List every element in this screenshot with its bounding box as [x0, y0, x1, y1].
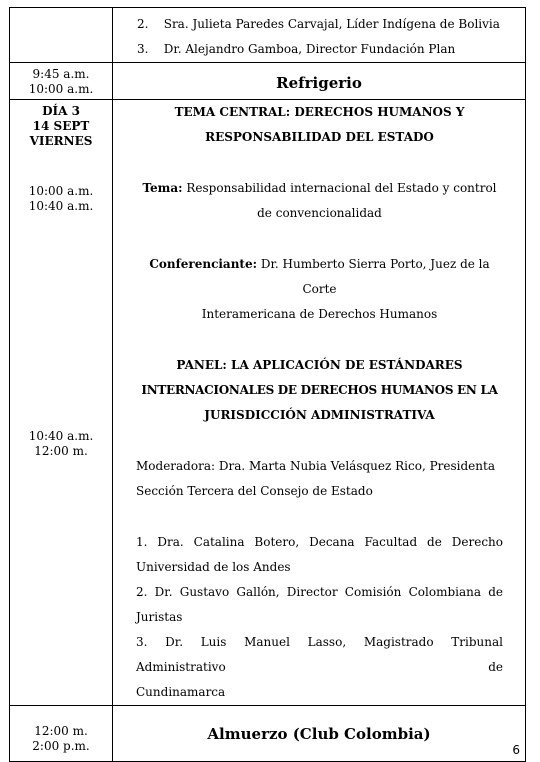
list-item-text: Sra. Julieta Paredes Carvajal, Líder Indígena de Bolivia — [163, 17, 500, 31]
time-end: 10:40 a.m. — [28, 199, 94, 213]
list-item: 1. Dra. Catalina Botero, Decana Facultad de Derecho Universidad de los Andes — [136, 535, 503, 574]
time-start: 9:45 a.m. — [32, 67, 90, 81]
central-theme-line: RESPONSABILIDAD DEL ESTADO — [205, 130, 434, 144]
time-cell — [10, 63, 113, 100]
panel-title-line: JURISDICCIÓN ADMINISTRATIVA — [204, 408, 435, 422]
session-title: Refrigerio — [276, 74, 362, 92]
time-start: 12:00 m. — [34, 724, 88, 738]
time-end: 10:00 a.m. — [28, 82, 94, 96]
list-item: 2. Sra. Julieta Paredes Carvajal, Líder Indígena de Bolivia — [137, 17, 500, 31]
tema-line: de convencionalidad — [257, 206, 382, 220]
content-cell — [113, 63, 526, 100]
day-name: VIERNES — [29, 134, 93, 148]
moderator-line: Sección Tercera del Consejo de Estado — [136, 484, 373, 498]
list-item: 2. Dr. Gustavo Gallón, Director Comisión Colombiana de Juristas — [136, 585, 503, 624]
time-cell — [10, 100, 113, 706]
session-title: Almuerzo (Club Colombia) — [207, 725, 431, 743]
content-cell — [113, 8, 526, 63]
time-end: 2:00 p.m. — [32, 739, 90, 753]
time-start: 10:00 a.m. — [28, 184, 94, 198]
tema-line: Tema: Responsabilidad internacional del Estado y control — [142, 181, 497, 195]
agenda-table — [9, 7, 526, 762]
time-start: 10:40 a.m. — [28, 429, 94, 443]
moderator-line: Moderadora: Dra. Marta Nubia Velásquez Rico, Presidenta — [136, 459, 495, 473]
speaker-label: Conferenciante: — [149, 257, 258, 271]
list-item: 3. Dr. Alejandro Gamboa, Director Fundación Plan — [137, 42, 456, 56]
central-theme-line: TEMA CENTRAL: DERECHOS HUMANOS Y — [174, 105, 465, 119]
list-item-text: Dr. Alejandro Gamboa, Director Fundación Plan — [163, 42, 456, 56]
list-item: 3. Dr. Luis Manuel Lasso, Magistrado Tribunal Administrativo de Cundinamarca — [136, 635, 503, 699]
panelist-list — [136, 530, 503, 705]
tema-label: Tema: — [142, 181, 183, 195]
time-cell — [10, 8, 113, 63]
time-end: 12:00 m. — [34, 444, 88, 458]
agenda-row-refrigerio — [10, 63, 526, 100]
day-date: 14 SEPT — [32, 119, 90, 133]
content-cell — [113, 100, 526, 706]
agenda-row-day3 — [10, 100, 526, 706]
agenda-row-almuerzo — [10, 706, 526, 762]
day-label: DÍA 3 — [42, 104, 80, 118]
panel-title-line: PANEL: LA APLICACIÓN DE ESTÁNDARES — [176, 358, 463, 372]
speaker-line: Conferenciante: Dr. Humberto Sierra Porto, Juez de la Corte — [149, 257, 490, 296]
agenda-row-panelists-continued — [10, 8, 526, 63]
speaker-line: Interamericana de Derechos Humanos — [201, 307, 438, 321]
page-number: 6 — [512, 743, 520, 757]
content-cell — [113, 706, 526, 762]
time-cell — [10, 706, 113, 762]
panel-title-line: INTERNACIONALES DE DERECHOS HUMANOS EN LA — [141, 383, 498, 397]
